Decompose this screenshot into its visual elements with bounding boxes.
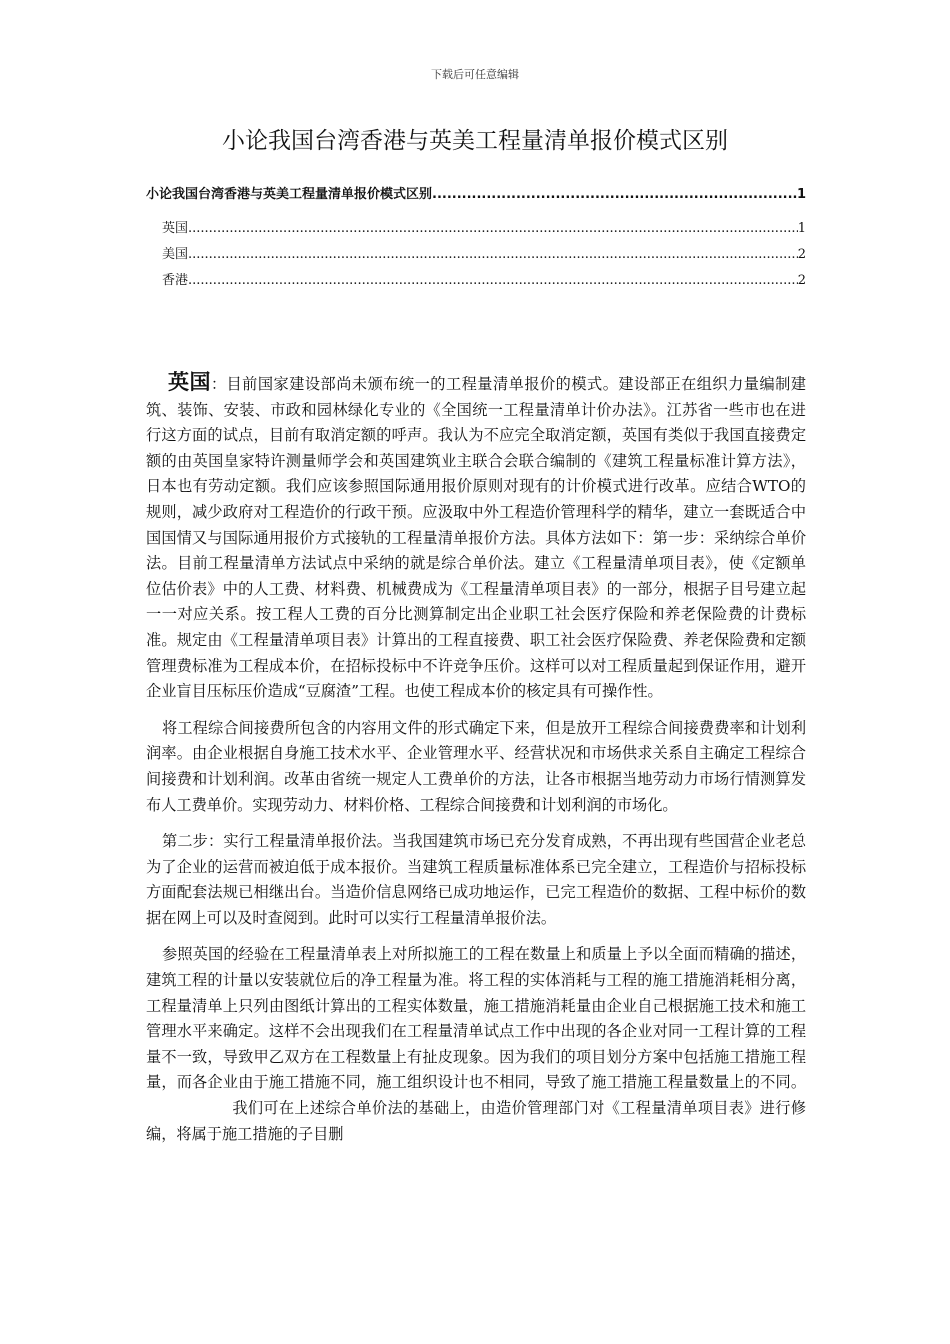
paragraph-text: 参照英国的经验在工程量清单表上对所拟施工的工程在数量上和质量上予以全面而精确的描述，建筑工程的计量以安装就位后的净工程量为准。将工程的实体消耗与工程的施工措施消耗相分离，工程量清单上只列由图纸计算出的工程实体数量，施工措施消耗量由企业自己根据施工技术和施工管理水平来确定。这样不会出现我们在工程量清单试点工作中出现的各企业对同一工程计算的工程量不一致，导致甲乙双方在工程数量上有扯皮现象。因为我们的项目划分方案中包括施工措施工程量，而各企业由于施工措施不同，施工组织设计也不相同，导致了施工措施工程量数量上的不同。 — [146, 945, 806, 1092]
toc-entry-page: 2 — [797, 273, 806, 288]
paragraph: 将工程综合间接费所包含的内容用文件的形式确定下来，但是放开工程综合间接费费率和计划利润率。由企业根据自身施工技术水平、企业管理水平、经营状况和市场供求关系自主确定工程综合间接费和计划利润。改革由省统一规定人工费单价的方法，让各市根据当地劳动力市场行情测算发布人工费单价。实现劳动力、材料价格、工程综合间接费和计划利润的市场化。 — [146, 718, 806, 814]
paragraph — [146, 370, 806, 705]
header-note: 下载后可任意编辑 — [431, 68, 519, 81]
paragraph-text: 我们可在上述综合单价法的基础上，由造价管理部门对《工程量清单项目表》进行修编，将属于施工措施的子目删 — [146, 1099, 806, 1143]
toc-leader-dots — [188, 247, 798, 262]
toc-entry-label: 英国 — [162, 221, 189, 236]
toc-entry-page: 1 — [797, 221, 806, 236]
paragraph: 第二步：实行工程量清单报价法。当我国建筑市场已充分发育成熟，不再出现有些国营企业老总为了企业的运营而被迫低于成本报价。当建筑工程质量标准体系已完全建立，工程造价与招标投标方面配套法规已相继出台。当造价信息网络已成功地运作，已完工程造价的数据、工程中标价的数据在网上可以及时查阅到。此时可以实行工程量清单报价法。 — [146, 832, 806, 927]
toc-entry[interactable] — [146, 180, 806, 202]
toc-entry[interactable] — [146, 210, 806, 236]
table-of-contents — [146, 180, 806, 288]
heading-colon: ： — [210, 375, 227, 393]
toc-entry-label: 美国 — [162, 247, 189, 262]
section-heading-uk: 英国 — [168, 370, 211, 394]
paragraph — [146, 942, 806, 1147]
toc-entry-page: 2 — [797, 247, 806, 262]
toc-leader-dots — [188, 221, 798, 236]
toc-entry-label: 香港 — [162, 273, 189, 288]
document-title: 小论我国台湾香港与英美工程量清单报价模式区别 — [222, 128, 728, 154]
document-body — [146, 370, 806, 1158]
toc-entry-label: 小论我国台湾香港与英美工程量清单报价模式区别 — [146, 187, 433, 202]
paragraph-text: 目前国家建设部尚未颁布统一的工程量清单报价的模式。建设部正在组织力量编制建筑、装饰、安装、市政和园林绿化专业的《全国统一工程量清单计价办法》。江苏省一些市也在进行这方面的试点，目前有取消定额的呼声。我认为不应完全取消定额，英国有类似于我国直接费定额的由英国皇家特许测量师学会和英国建筑业主联合会联合编制的《建筑工程量标准计算方法》，日本也有劳动定额。我们应该参照国际通用报价原则对现有的计价模式进行改革。应结合WTO的规则，减少政府对工程造价的行政干预。应汲取中外工程造价管理科学的精华，建立一套既适合中国国情又与国际通用报价方式接轨的工程量清单报价方法。具体方法如下：第一步：采纳综合单价法。目前工程量清单方法试点中采纳的就是综合单价法。建立《工程量清单项目表》，使《定额单位估价表》中的人工费、材料费、机械费成为《工程量清单项目表》的一部分，根据子目号建立起一一对应关系。按工程人工费的百分比测算制定出企业职工社会医疗保险和养老保险费的计费标准。规定由《工程量清单项目表》计算出的工程直接费、职工社会医疗保险费、养老保险费和定额管理费标准为工程成本价，在招标投标中不许竞争压价。这样可以对工程质量起到保证作用，避开企业盲目压标压价造成“豆腐渣”工程。也使工程成本价的核定具有可操作性。 — [146, 375, 807, 701]
toc-entry[interactable] — [146, 262, 806, 288]
toc-entry-page: 1 — [796, 187, 806, 202]
toc-leader-dots — [432, 187, 797, 202]
toc-leader-dots — [188, 273, 798, 288]
toc-entry[interactable] — [146, 236, 806, 262]
